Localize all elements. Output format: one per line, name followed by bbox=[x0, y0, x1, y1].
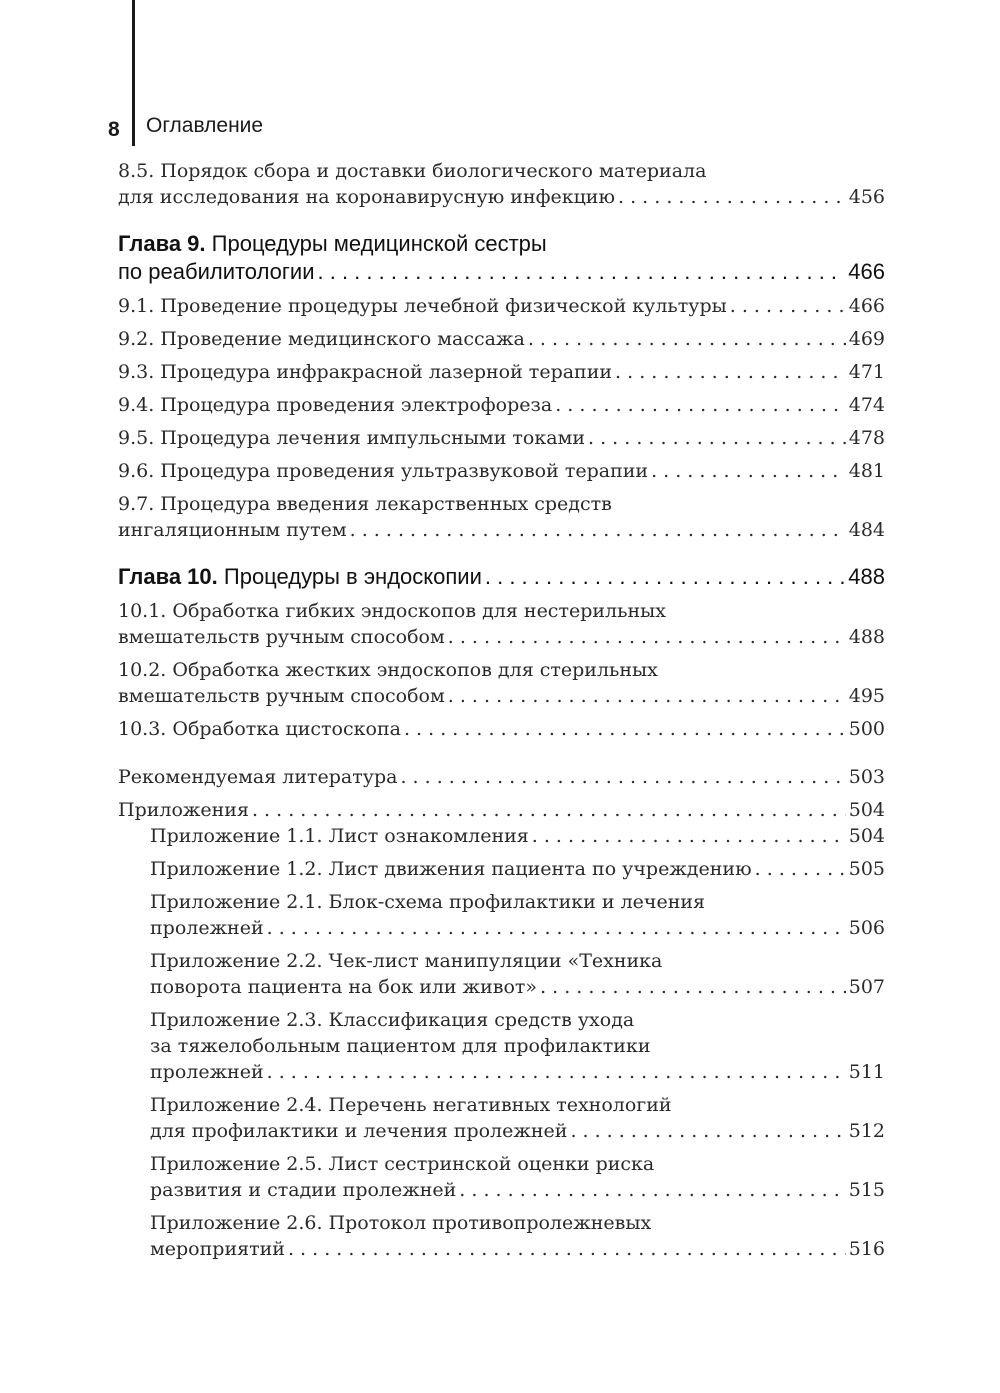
toc-entry-literature[interactable] bbox=[118, 764, 885, 790]
dot-leader bbox=[350, 517, 846, 543]
toc-entry-10-2[interactable] bbox=[118, 657, 885, 709]
toc-entry-8-5[interactable] bbox=[118, 158, 885, 210]
entry-title: 9.7. Процедура введения лекарственных средств bbox=[118, 493, 612, 515]
dot-leader bbox=[570, 1118, 845, 1144]
toc-appendix-2-1[interactable] bbox=[118, 889, 885, 941]
dot-leader bbox=[555, 392, 846, 418]
page-ref: 484 bbox=[848, 519, 885, 541]
entry-title: 9.4. Процедура проведения электрофореза bbox=[118, 394, 553, 416]
running-title: Оглавление bbox=[146, 114, 264, 137]
toc-chapter-10[interactable] bbox=[118, 563, 885, 591]
entry-title: мероприятий bbox=[150, 1238, 285, 1260]
page-ref: 506 bbox=[848, 917, 885, 939]
entry-title: Приложения bbox=[118, 799, 249, 821]
page-ref: 504 bbox=[848, 825, 885, 847]
entry-title: развития и стадии пролежней bbox=[150, 1179, 457, 1201]
entry-title: ингаляционным путем bbox=[118, 519, 347, 541]
entry-title: Приложение 2.6. Протокол противопролежневых bbox=[150, 1212, 652, 1234]
toc-chapter-9[interactable] bbox=[118, 230, 885, 286]
page-ref: 471 bbox=[848, 361, 885, 383]
dot-leader bbox=[755, 856, 846, 882]
entry-title: 9.6. Процедура проведения ультразвуковой терапии bbox=[118, 460, 649, 482]
entry-title: 8.5. Порядок сбора и доставки биологического материала bbox=[118, 160, 707, 182]
page-ref: 474 bbox=[848, 394, 885, 416]
entry-title: Приложение 2.1. Блок-схема профилактики и лечения bbox=[150, 891, 706, 913]
page-ref: 507 bbox=[848, 976, 885, 998]
entry-title: для исследования на коронавирусную инфекцию bbox=[118, 186, 616, 208]
chapter-title: по реабилитологии bbox=[118, 259, 315, 284]
dot-leader bbox=[528, 326, 846, 352]
dot-leader bbox=[448, 624, 846, 650]
dot-leader bbox=[400, 764, 845, 790]
entry-title: 10.3. Обработка цистоскопа bbox=[118, 718, 401, 740]
toc-entry-9-7[interactable] bbox=[118, 491, 885, 543]
page-ref: 466 bbox=[848, 295, 885, 317]
chapter-label: Глава 10. bbox=[118, 564, 218, 589]
toc-entry-9-2[interactable] bbox=[118, 326, 885, 352]
entry-title: 9.1. Проведение процедуры лечебной физической культуры bbox=[118, 295, 727, 317]
entry-title: 9.5. Процедура лечения импульсными токами bbox=[118, 427, 586, 449]
entry-title: Приложение 1.2. Лист движения пациента по учреждению bbox=[150, 858, 752, 880]
dot-leader bbox=[459, 1177, 845, 1203]
toc-appendix-2-6[interactable] bbox=[118, 1210, 885, 1262]
toc-entry-9-6[interactable] bbox=[118, 458, 885, 484]
toc-appendix-1-2[interactable] bbox=[118, 856, 885, 882]
page-ref: 500 bbox=[848, 718, 885, 740]
chapter-title: Процедуры медицинской сестры bbox=[211, 231, 547, 256]
entry-title: вмешательств ручным способом bbox=[118, 685, 445, 707]
dot-leader bbox=[267, 915, 846, 941]
page-ref: 495 bbox=[848, 685, 885, 707]
entry-title: Приложение 2.3. Классификация средств ухода bbox=[150, 1009, 635, 1031]
toc-appendix-1-1[interactable] bbox=[118, 823, 885, 849]
dot-leader bbox=[267, 1059, 846, 1085]
page-ref: 516 bbox=[848, 1238, 885, 1260]
toc-entry-appendices[interactable] bbox=[118, 797, 885, 823]
page-ref: 481 bbox=[848, 460, 885, 482]
dot-leader bbox=[618, 184, 846, 210]
page-ref: 488 bbox=[848, 564, 885, 589]
toc-appendix-2-4[interactable] bbox=[118, 1092, 885, 1144]
chapter-title: Процедуры в эндоскопии bbox=[223, 564, 482, 589]
toc-appendix-2-3[interactable] bbox=[118, 1007, 885, 1085]
entry-title: для профилактики и лечения пролежней bbox=[150, 1120, 568, 1142]
dot-leader bbox=[730, 293, 846, 319]
toc-entry-10-1[interactable] bbox=[118, 598, 885, 650]
table-of-contents bbox=[118, 158, 885, 1262]
toc-entry-9-3[interactable] bbox=[118, 359, 885, 385]
page-ref: 515 bbox=[848, 1179, 885, 1201]
entry-title: 9.3. Процедура инфракрасной лазерной терапии bbox=[118, 361, 613, 383]
entry-title: Приложение 2.5. Лист сестринской оценки риска bbox=[150, 1153, 655, 1175]
dot-leader bbox=[448, 683, 846, 709]
dot-leader bbox=[651, 458, 846, 484]
dot-leader bbox=[532, 823, 846, 849]
dot-leader bbox=[288, 1236, 846, 1262]
toc-appendix-2-2[interactable] bbox=[118, 948, 885, 1000]
entry-title: 10.1. Обработка гибких эндоскопов для нестерильных bbox=[118, 600, 666, 622]
entry-title: пролежней bbox=[150, 1061, 264, 1083]
page-ref: 511 bbox=[848, 1061, 885, 1083]
dot-leader bbox=[318, 258, 846, 286]
page-ref: 478 bbox=[848, 427, 885, 449]
entry-title: Приложение 1.1. Лист ознакомления bbox=[150, 825, 529, 847]
entry-title: вмешательств ручным способом bbox=[118, 626, 445, 648]
dot-leader bbox=[252, 797, 846, 823]
toc-entry-9-1[interactable] bbox=[118, 293, 885, 319]
entry-title: пролежней bbox=[150, 917, 264, 939]
chapter-label: Глава 9. bbox=[118, 231, 206, 256]
entry-title: поворота пациента на бок или живот» bbox=[150, 976, 538, 998]
page-ref: 456 bbox=[848, 186, 885, 208]
entry-title: 10.2. Обработка жестких эндоскопов для стерильных bbox=[118, 659, 658, 681]
page-ref: 504 bbox=[848, 799, 885, 821]
page-ref: 505 bbox=[848, 858, 885, 880]
vertical-rule bbox=[132, 0, 135, 146]
entry-title: Приложение 2.2. Чек-лист манипуляции «Техника bbox=[150, 950, 663, 972]
dot-leader bbox=[588, 425, 846, 451]
page-ref: 469 bbox=[848, 328, 885, 350]
dot-leader bbox=[404, 716, 846, 742]
dot-leader bbox=[485, 563, 845, 591]
toc-entry-10-3[interactable] bbox=[118, 716, 885, 742]
toc-entry-9-5[interactable] bbox=[118, 425, 885, 451]
page-ref: 488 bbox=[848, 626, 885, 648]
entry-title: за тяжелобольным пациентом для профилактики bbox=[150, 1035, 651, 1057]
entry-title: 9.2. Проведение медицинского массажа bbox=[118, 328, 525, 350]
entry-title: Рекомендуемая литература bbox=[118, 766, 398, 788]
page-ref: 466 bbox=[848, 259, 885, 284]
page-ref: 512 bbox=[848, 1120, 885, 1142]
dot-leader bbox=[540, 974, 846, 1000]
page-number: 8 bbox=[108, 118, 120, 141]
dot-leader bbox=[615, 359, 846, 385]
toc-entry-9-4[interactable] bbox=[118, 392, 885, 418]
page-ref: 503 bbox=[848, 766, 885, 788]
toc-appendix-2-5[interactable] bbox=[118, 1151, 885, 1203]
entry-title: Приложение 2.4. Перечень негативных технологий bbox=[150, 1094, 672, 1116]
